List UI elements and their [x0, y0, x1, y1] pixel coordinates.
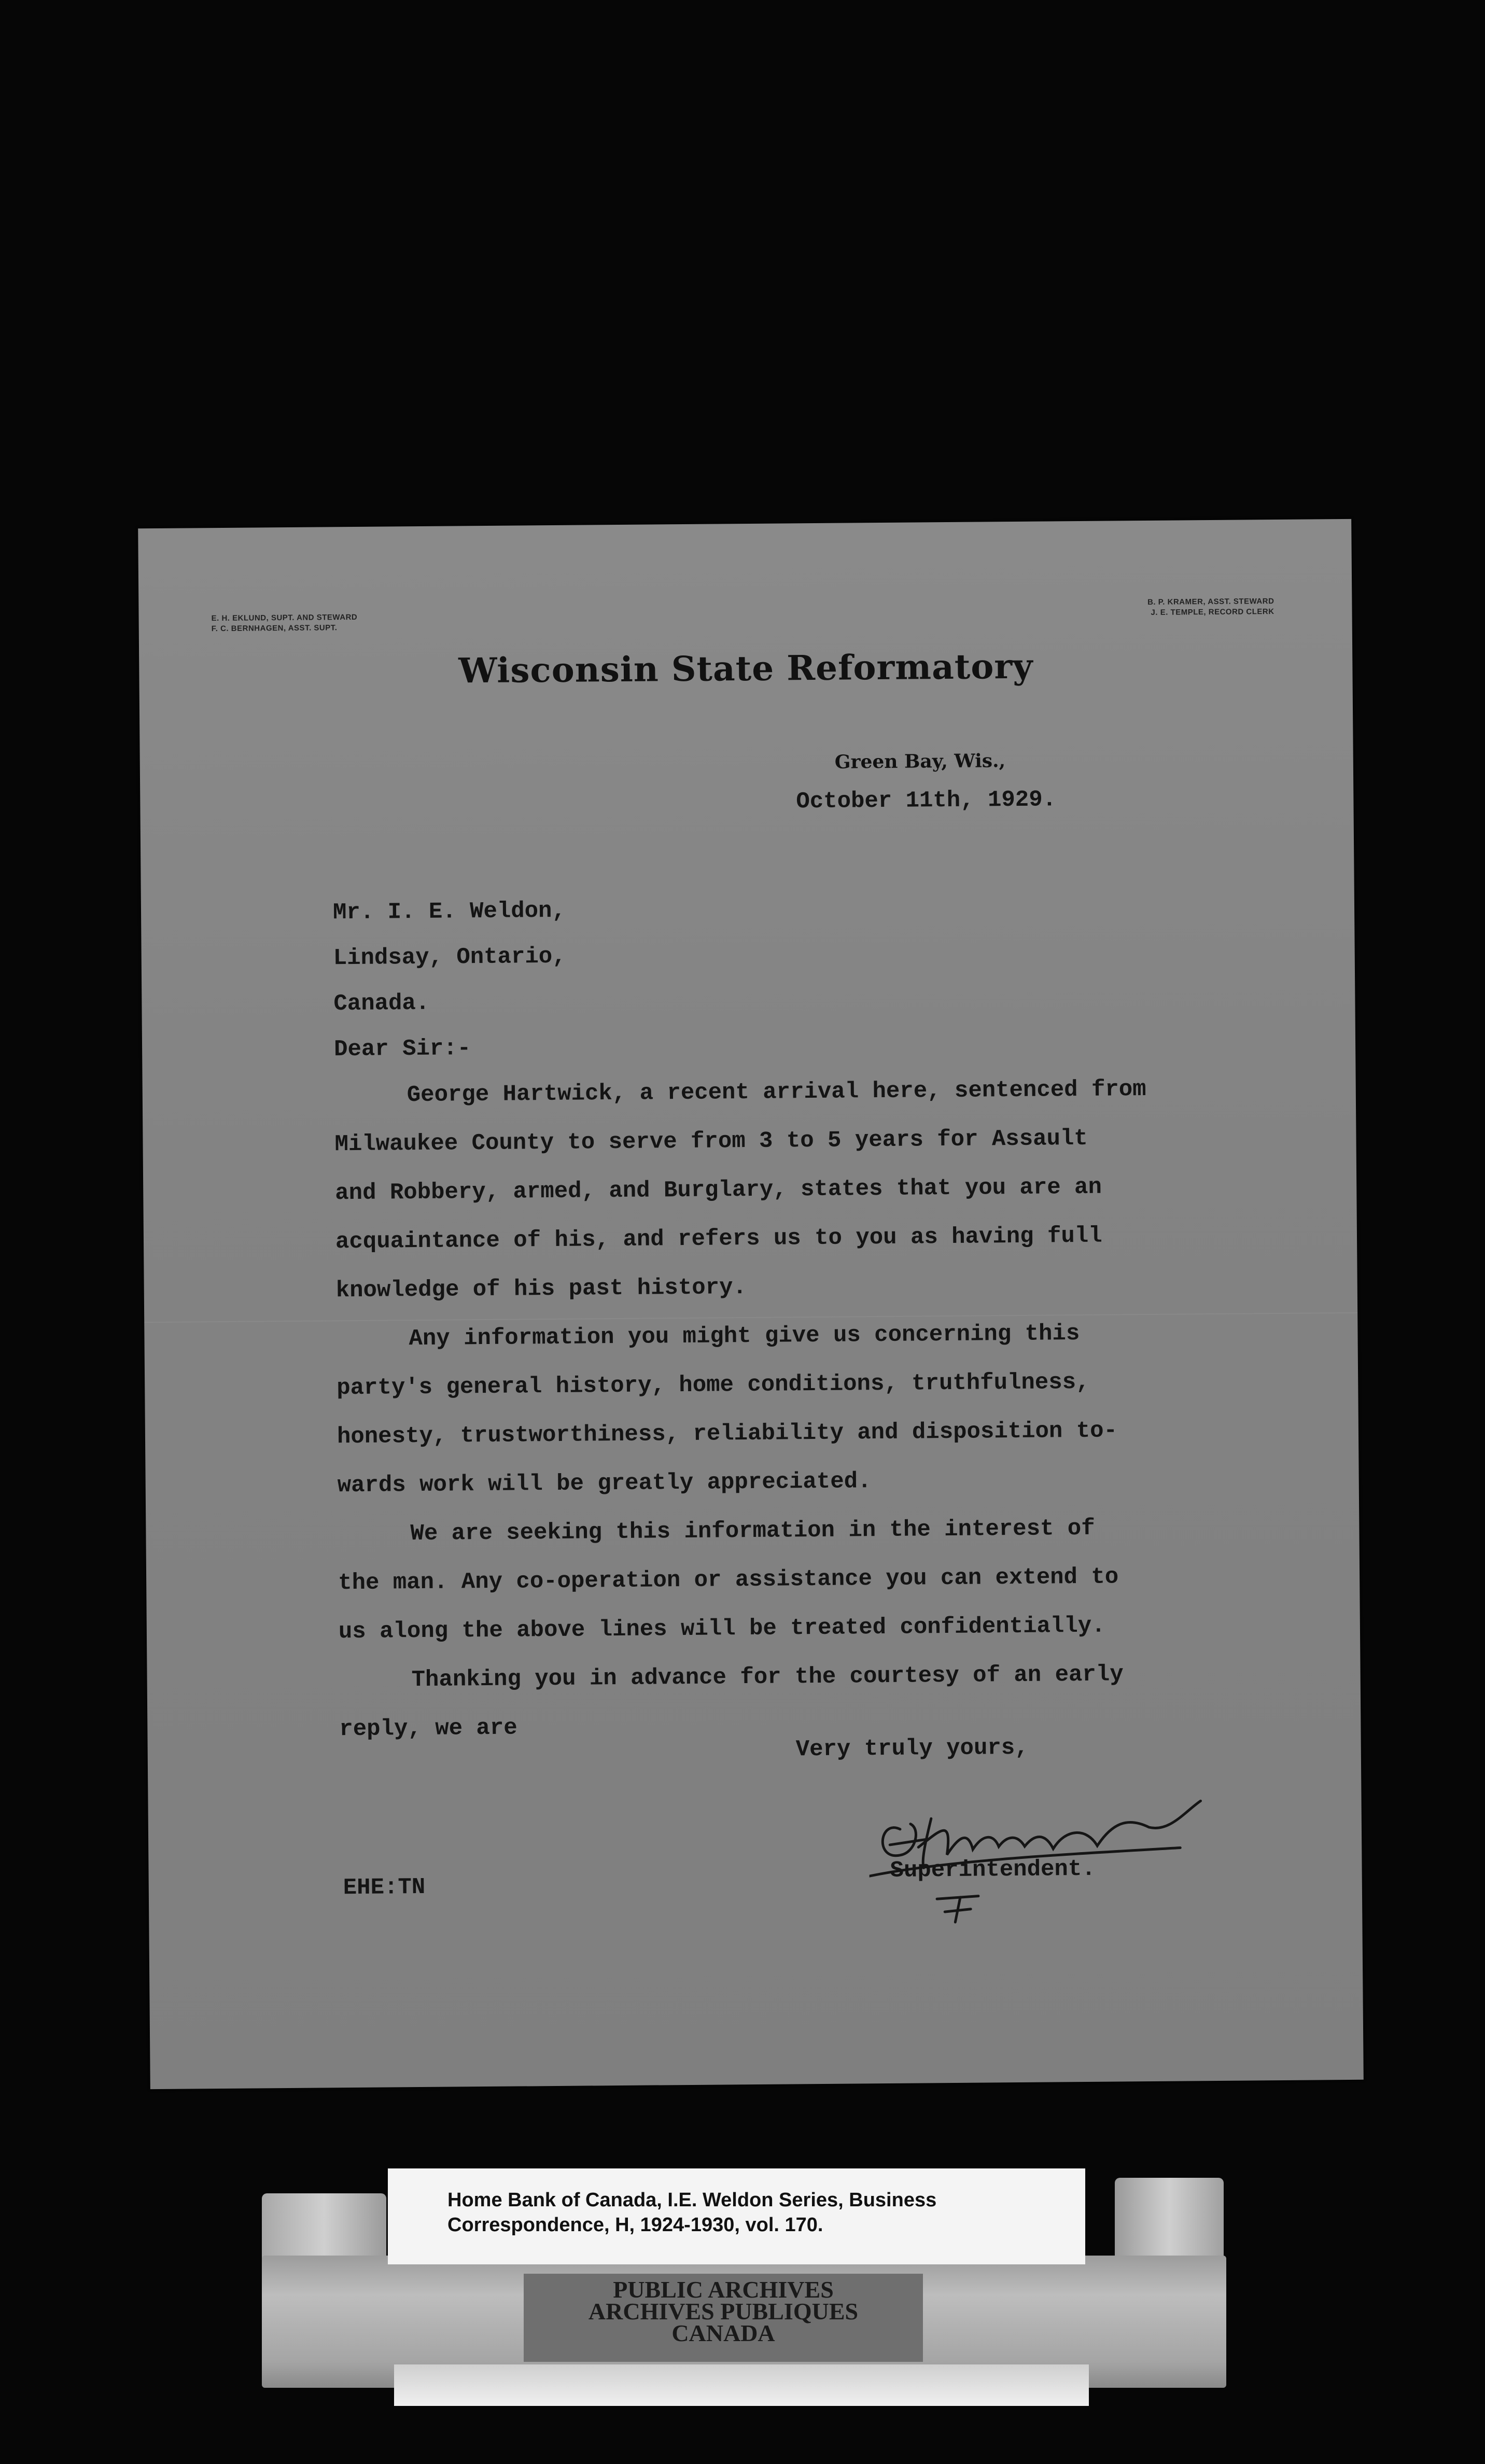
body-line: reply, we are — [339, 1715, 517, 1743]
staff-line: J. E. TEMPLE, RECORD CLERK — [1151, 607, 1274, 617]
reference-initials: EHE:TN — [343, 1874, 426, 1901]
stamp-line: CANADA — [671, 2320, 775, 2346]
staff-line: F. C. BERNHAGEN, ASST. SUPT. — [211, 623, 338, 634]
archives-stamp — [524, 2274, 923, 2362]
body-line: knowledge of his past history. — [335, 1275, 747, 1304]
address-line: Mr. I. E. Weldon, — [332, 898, 566, 926]
letterhead-title: Wisconsin State Reformatory — [458, 646, 1033, 691]
body-line: Any information you might give us concerning this — [409, 1321, 1080, 1352]
body-line: We are seeking this information in the interest of — [410, 1515, 1095, 1547]
body-line: and Robbery, armed, and Burglary, states that you are an — [335, 1174, 1102, 1207]
archive-caption — [388, 2168, 1085, 2264]
complimentary-close: Very truly yours, — [795, 1734, 1029, 1763]
body-line: wards work will be greatly appreciated. — [337, 1468, 872, 1499]
body-line: the man. Any co-operation or assistance you can extend to — [338, 1564, 1119, 1597]
body-line: party's general history, home conditions, truthfulness, — [337, 1369, 1090, 1402]
letter-date: October 11th, 1929. — [796, 787, 1057, 815]
staff-line: B. P. KRAMER, ASST. STEWARD — [1147, 597, 1274, 607]
letterhead-place: Green Bay, Wis., — [834, 750, 1006, 773]
stamp-line: ARCHIVES PUBLIQUES — [588, 2298, 859, 2325]
body-line: Milwaukee County to serve from 3 to 5 years for Assault — [334, 1125, 1088, 1158]
staff-list-right — [1147, 596, 1274, 618]
body-line: acquaintance of his, and refers us to you as having full — [335, 1223, 1102, 1255]
recipient-address — [333, 888, 567, 1073]
label-bottom-strip — [394, 2364, 1089, 2406]
signer-title: Superintendent. — [890, 1856, 1096, 1884]
body-line: honesty, trustworthiness, reliability and disposition to- — [337, 1418, 1118, 1450]
letter-page — [138, 519, 1364, 2089]
address-line: Lindsay, Ontario, — [333, 943, 566, 972]
caption-line: Home Bank of Canada, I.E. Weldon Series, Business — [447, 2189, 937, 2211]
stamp-line: PUBLIC ARCHIVES — [613, 2276, 834, 2303]
body-line: us along the above lines will be treated confidentially. — [338, 1613, 1105, 1645]
address-line: Canada. — [333, 990, 430, 1017]
body-line: Thanking you in advance for the courtesy of an early — [411, 1661, 1124, 1693]
letter-body — [334, 1065, 1210, 1754]
staff-list-left — [212, 612, 358, 634]
caption-line: Correspondence, H, 1924-1930, vol. 170. — [447, 2214, 823, 2236]
handwritten-initial — [932, 1891, 989, 1927]
staff-line: E. H. EKLUND, SUPT. AND STEWARD — [211, 612, 358, 623]
body-line: George Hartwick, a recent arrival here, sentenced from — [407, 1076, 1146, 1109]
salutation: Dear Sir:- — [333, 1035, 471, 1063]
